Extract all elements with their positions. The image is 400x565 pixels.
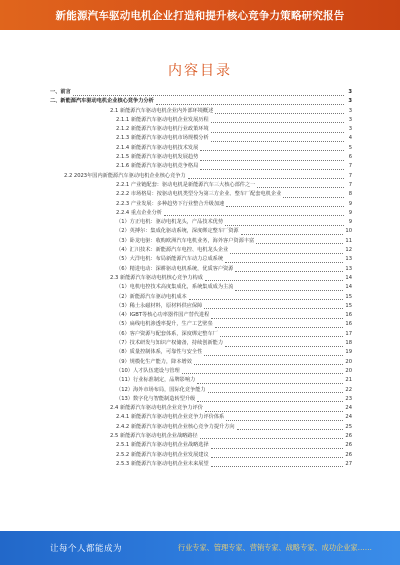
toc-entry-label: 2.5.1 新能源汽车驱动电机企业战略选择: [116, 442, 209, 449]
toc-entry-page: 10: [345, 228, 352, 235]
dot-leader: [204, 350, 343, 356]
toc-entry[interactable]: [50, 88, 352, 97]
toc-entry-label: 二、新能源汽车驱动电机企业核心竞争力分析: [50, 98, 154, 105]
toc-entry-page: 9: [348, 209, 352, 216]
toc-entry[interactable]: [50, 386, 352, 395]
toc-entry[interactable]: [50, 302, 352, 311]
dot-leader: [226, 415, 343, 421]
dot-leader: [194, 359, 343, 365]
toc-entry-page: 15: [345, 302, 352, 309]
dot-leader: [205, 275, 343, 281]
toc-entry[interactable]: [50, 265, 352, 274]
toc-entry-label: （4）IGBT等核心功率器件国产替代进程: [116, 312, 210, 319]
toc-entry-label: 2.1.4 新能源汽车驱动电机技术发展: [116, 144, 199, 151]
toc-entry-page: 7: [348, 172, 352, 179]
dot-leader: [211, 136, 344, 142]
toc-entry[interactable]: [50, 125, 352, 134]
toc-entry-page: 13: [345, 265, 352, 272]
dot-leader: [200, 155, 344, 161]
toc-entry-label: 2.2.1 产业链配套：驱动电机是新能源汽车三大核心部件之一: [116, 181, 256, 188]
toc-entry-label: 2.5 新能源汽车驱动电机企业战略路径: [110, 432, 198, 439]
dot-leader: [200, 433, 344, 439]
toc-entry-page: 8: [348, 191, 352, 198]
toc-entry[interactable]: [50, 311, 352, 320]
toc-entry-label: 一、前言: [50, 89, 71, 95]
toc-entry[interactable]: [50, 134, 352, 143]
toc-entry[interactable]: [50, 116, 352, 125]
toc-entry[interactable]: [50, 218, 352, 227]
toc-entry-page: 9: [348, 200, 352, 207]
toc-entry[interactable]: [50, 246, 352, 255]
toc-entry[interactable]: [50, 237, 352, 246]
footer-slogan: 让每个人都能成为: [50, 544, 123, 554]
toc-entry-page: 3: [348, 107, 352, 114]
toc-entry-label: （5）扁线电机渗透率提升，生产工艺壁垒: [116, 321, 213, 328]
toc-entry-page: 15: [345, 293, 352, 300]
toc-entry-label: 2.4.1 新能源汽车驱动电机企业竞争力评价体系: [116, 414, 225, 421]
toc-entry-label: 2.3 新能源汽车驱动电机核心竞争力构成: [110, 274, 203, 281]
report-title: 新能源汽车驱动电机企业打造和提升核心竞争力策略研究报告: [55, 9, 345, 22]
dot-leader: [225, 341, 343, 347]
toc-entry[interactable]: [50, 339, 352, 348]
toc-entry-page: 26: [345, 442, 352, 449]
toc-entry[interactable]: [50, 283, 352, 292]
dot-leader: [204, 303, 343, 309]
toc-entry-label: （10）人才队伍建设与管理: [116, 367, 180, 374]
dot-leader: [208, 387, 344, 393]
toc-entry-label: 2.4.2 新能源汽车驱动电机企业核心竞争力提升方向: [116, 423, 235, 430]
toc-entry-page: 3: [348, 98, 352, 105]
toc-entry-page: 13: [345, 256, 352, 263]
toc-heading: 内容目录: [168, 63, 232, 79]
toc-entry-label: （4）汇川技术：新能源汽车电控、电机龙头企业: [116, 247, 229, 254]
toc-entry[interactable]: [50, 432, 352, 441]
toc-entry-page: 20: [345, 367, 352, 374]
toc-entry[interactable]: [50, 181, 352, 190]
toc-entry[interactable]: [50, 255, 352, 264]
toc-entry[interactable]: [50, 413, 352, 422]
table-of-contents: [0, 88, 400, 469]
toc-entry-page: 9: [348, 219, 352, 226]
dot-leader: [197, 396, 343, 402]
dot-leader: [215, 322, 344, 328]
toc-entry[interactable]: [50, 200, 352, 209]
toc-entry-page: 18: [345, 340, 352, 347]
toc-entry[interactable]: [50, 460, 352, 469]
dot-leader: [257, 182, 344, 188]
toc-entry-page: 22: [345, 386, 352, 393]
toc-entry-label: 2.5.2 新能源汽车驱动电机企业发展建议: [116, 451, 209, 458]
dot-leader: [156, 99, 344, 105]
dot-leader: [283, 192, 344, 198]
footer-tagline: 行业专家、管理专家、营销专家、战略专家、成功企业家……: [177, 543, 372, 552]
dot-leader: [225, 220, 344, 226]
toc-entry[interactable]: [50, 97, 352, 106]
toc-entry-page: 3: [348, 89, 352, 95]
toc-entry-label: （9）规模化生产能力，降本增效: [116, 358, 192, 365]
toc-entry-label: 2.2 2023年国内新能源汽车驱动电机企业核心竞争力: [64, 172, 186, 179]
dot-leader: [197, 378, 343, 384]
dot-leader: [73, 90, 344, 96]
toc-entry[interactable]: [50, 367, 352, 376]
dot-leader: [211, 127, 344, 133]
toc-entry-label: （7）技术研发与知识产权储备，持续创新能力: [116, 340, 224, 347]
toc-entry[interactable]: [50, 162, 352, 171]
toc-entry-page: 11: [345, 237, 352, 244]
toc-entry[interactable]: [50, 395, 352, 404]
toc-entry-label: （2）英搏尔：集成化驱动系统，深度绑定整车厂资源: [116, 228, 239, 235]
toc-entry-label: 2.1.2 新能源汽车驱动电机行业政策环境: [116, 126, 209, 133]
toc-entry-label: 2.1 新能源汽车驱动电机企业内外部环境概述: [110, 107, 214, 114]
report-header-banner: [0, 0, 400, 30]
toc-entry[interactable]: [50, 348, 352, 357]
dot-leader: [211, 443, 344, 449]
toc-entry-page: 16: [345, 312, 352, 319]
dot-leader: [237, 424, 344, 430]
toc-entry-page: 19: [345, 349, 352, 356]
footer-banner: [0, 531, 400, 565]
dot-leader: [226, 201, 344, 207]
dot-leader: [230, 248, 343, 254]
toc-entry-page: 3: [348, 126, 352, 133]
toc-entry-label: （3）卧龙电驱：收购欧洲汽车电机业务，海外客户资源丰富: [116, 237, 255, 244]
toc-entry[interactable]: [50, 153, 352, 162]
dot-leader: [200, 164, 344, 170]
toc-entry-page: 4: [348, 135, 352, 142]
toc-entry-label: 2.4 新能源汽车驱动电机企业竞争力评价: [110, 405, 203, 412]
toc-entry-label: 2.1.1 新能源汽车驱动电机企业发展历程: [116, 116, 209, 123]
toc-entry-label: （12）海外市场布局，国际化竞争能力: [116, 386, 206, 393]
toc-entry[interactable]: [50, 404, 352, 413]
toc-entry-label: （6）精进电动：深耕驱动电机系统，优质客户资源: [116, 265, 234, 272]
dot-leader: [220, 331, 344, 337]
dot-leader: [182, 368, 344, 374]
toc-entry[interactable]: [50, 274, 352, 283]
toc-entry[interactable]: [50, 107, 352, 116]
toc-entry-page: 26: [345, 432, 352, 439]
dot-leader: [225, 257, 343, 263]
dot-leader: [211, 117, 344, 123]
dot-leader: [211, 461, 344, 467]
toc-entry-page: 14: [345, 274, 352, 281]
toc-entry-label: 2.2.2 市场格局：按驱动电机类型分为第三方企业、整车厂配套电机企业: [116, 191, 282, 198]
toc-entry-page: 17: [345, 330, 352, 337]
toc-entry-label: 2.5.3 新能源汽车驱动电机企业未来展望: [116, 460, 209, 467]
dot-leader: [211, 313, 343, 319]
toc-entry-label: （6）客户资源与配套体系，深度绑定整车厂: [116, 330, 218, 337]
dot-leader: [235, 285, 343, 291]
toc-entry-label: 2.2.3 产业发展：多种趋势下行业整合升级加速: [116, 200, 225, 207]
dot-leader: [188, 173, 344, 179]
toc-entry-label: 2.1.5 新能源汽车驱动电机发展趋势: [116, 154, 199, 161]
toc-entry[interactable]: [50, 320, 352, 329]
toc-entry-label: 2.1.3 新能源汽车驱动电机市场规模分析: [116, 135, 209, 142]
dot-leader: [235, 266, 343, 272]
toc-entry[interactable]: [50, 293, 352, 302]
toc-entry-page: 6: [348, 154, 352, 161]
toc-entry-page: 3: [348, 116, 352, 123]
toc-entry-page: 23: [345, 395, 352, 402]
dot-leader: [200, 145, 344, 151]
toc-entry-page: 25: [345, 423, 352, 430]
toc-entry[interactable]: [50, 190, 352, 199]
toc-entry[interactable]: [50, 441, 352, 450]
toc-entry[interactable]: [50, 358, 352, 367]
toc-entry-label: 2.1.6 新能源汽车驱动电机竞争格局: [116, 163, 199, 170]
toc-entry-label: （1）方正电机：驱动电机龙头，产品技术优势: [116, 219, 224, 226]
toc-entry[interactable]: [50, 330, 352, 339]
toc-entry-label: （3）稀土永磁材料，原材料供应保障: [116, 302, 203, 309]
toc-entry-label: （13）数字化与智能制造转型升级: [116, 395, 196, 402]
dot-leader: [241, 229, 344, 235]
toc-entry-page: 16: [345, 321, 352, 328]
toc-entry[interactable]: [50, 209, 352, 218]
toc-entry-label: （2）新能源汽车驱动电机成本: [116, 293, 187, 300]
toc-entry[interactable]: [50, 376, 352, 385]
toc-entry[interactable]: [50, 144, 352, 153]
toc-entry-page: 26: [345, 451, 352, 458]
dot-leader: [189, 294, 344, 300]
dot-leader: [164, 210, 344, 216]
toc-entry-page: 20: [345, 358, 352, 365]
toc-entry-label: （8）质量控制体系，可靠性与安全性: [116, 349, 203, 356]
toc-entry-page: 24: [345, 414, 352, 421]
toc-entry-label: （11）行业标准制定，品牌影响力: [116, 377, 196, 384]
toc-entry-page: 7: [348, 181, 352, 188]
dot-leader: [205, 406, 343, 412]
dot-leader: [211, 452, 344, 458]
toc-entry-page: 7: [348, 163, 352, 170]
toc-entry-page: 5: [348, 144, 352, 151]
toc-entry-page: 24: [345, 405, 352, 412]
dot-leader: [256, 238, 343, 244]
toc-entry[interactable]: [50, 227, 352, 236]
toc-entry-label: （1）电机电控技术高度集成化，系统集成成为主流: [116, 284, 234, 291]
toc-entry-page: 21: [345, 377, 352, 384]
toc-entry[interactable]: [50, 423, 352, 432]
toc-entry-label: （5）大洋电机：布局新能源汽车动力总成系统: [116, 256, 224, 263]
toc-entry-page: 27: [345, 460, 352, 467]
toc-entry[interactable]: [50, 451, 352, 460]
dot-leader: [215, 108, 344, 114]
toc-entry-label: 2.2.4 重点企业分析: [116, 209, 162, 216]
toc-entry[interactable]: [50, 172, 352, 181]
toc-entry-page: 12: [345, 247, 352, 254]
toc-entry-page: 14: [345, 284, 352, 291]
